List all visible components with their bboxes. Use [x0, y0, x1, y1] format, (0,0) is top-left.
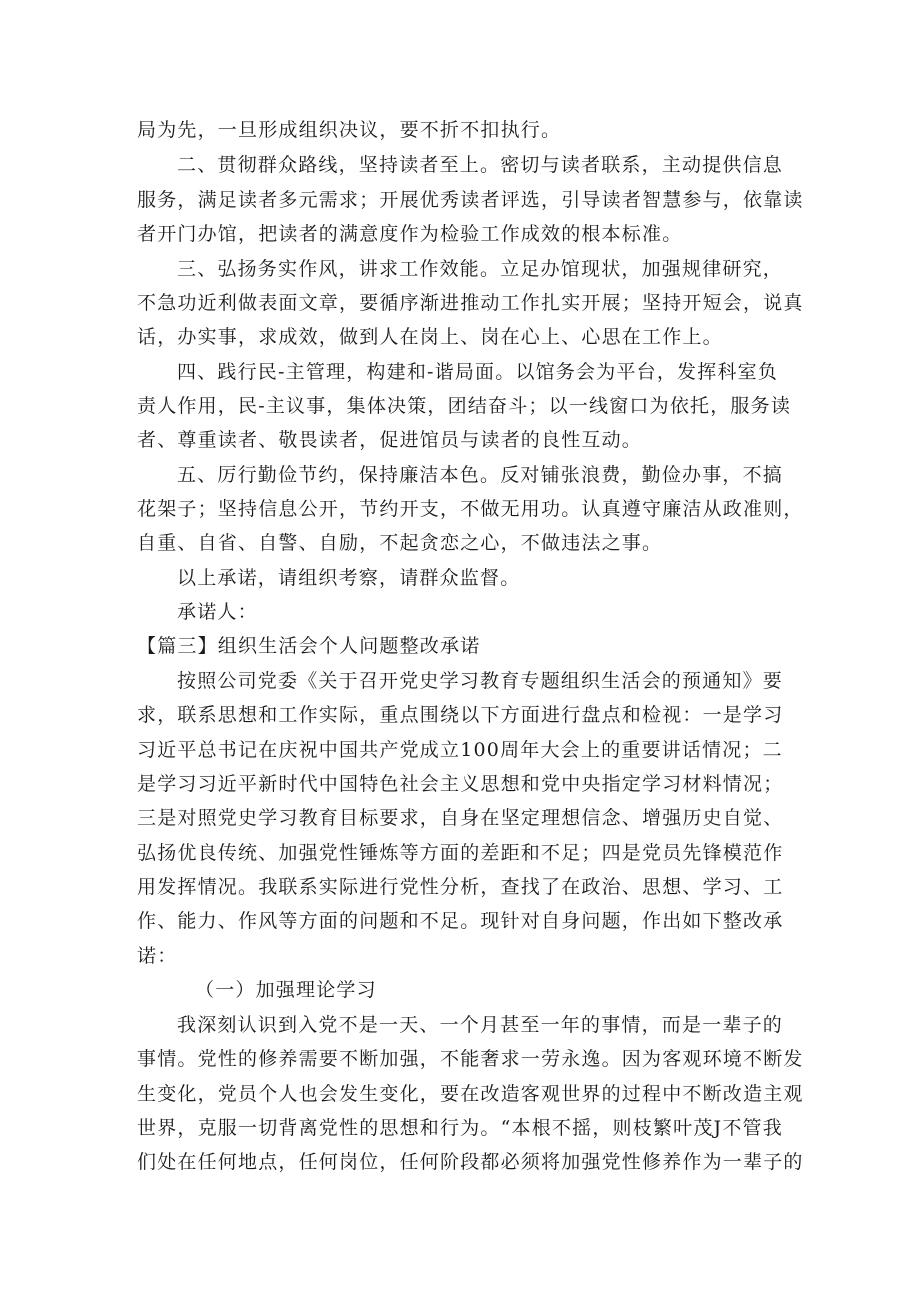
paragraph-line: 四、践行民-主管理，构建和-谐局面。以馆务会为平台，发挥科室负	[177, 361, 779, 383]
paragraph-line: 诺：	[137, 945, 178, 967]
paragraph-line: 二、贯彻群众路线，坚持读者至上。密切与读者联系，主动提供信息	[177, 154, 784, 176]
paragraph-line: 世界，克服一切背离党性的思想和行为。“本根不摇，则枝繁叶茂J不管我	[137, 1117, 783, 1139]
closing-line: 以上承诺，请组织考察，请群众监督。	[177, 567, 521, 589]
paragraph-line: 三、弘扬务实作风，讲求工作效能。立足办馆现状，加强规律研究，	[177, 258, 784, 280]
paragraph-line: 五、厉行勤俭节约，保持廉洁本色。反对铺张浪费，勤俭办事，不搞	[177, 464, 784, 486]
paragraph-line: 自重、自省、自警、自励，不起贪恋之心，不做违法之事。	[137, 532, 663, 554]
paragraph-line: 三是对照党史学习教育目标要求，自身在坚定理想信念、增强历史自觉、	[137, 807, 784, 829]
paragraph-line: 生变化，党员个人也会发生变化，要在改造客观世界的过程中不断改造主观	[137, 1083, 804, 1105]
paragraph-line: 用发挥情况。我联系实际进行党性分析，查找了在政治、思想、学习、工	[137, 876, 784, 898]
paragraph-line: 不急功近利做表面文章，要循序渐进推动工作扎实开展；坚持开短会，说真	[137, 292, 804, 314]
paragraph-line: 是学习习近平新时代中国特色社会主义思想和党中央指定学习材料情况；	[137, 773, 784, 795]
paragraph-line: 话，办实事，求成效，做到人在岗上、岗在心上、心思在工作上。	[137, 326, 723, 348]
paragraph-line: 按照公司党委《关于召开党史学习教育专题组织生活会的预通知》要	[177, 670, 784, 692]
paragraph-line: 习近平总书记在庆祝中国共产党成立100周年大会上的重要讲话情况；二	[137, 739, 783, 761]
subsection-heading: （一）加强理论学习	[195, 979, 377, 1001]
paragraph-line: 求，联系思想和工作实际，重点围绕以下方面进行盘点和检视：一是学习	[137, 704, 784, 726]
paragraph-line: 我深刻认识到入党不是一天、一个月甚至一年的事情，而是一辈子的	[177, 1014, 784, 1036]
paragraph-line: 弘扬优良传统、加强党性锤炼等方面的差距和不足；四是党员先锋模范作	[137, 842, 784, 864]
paragraph-line: 局为先，一旦形成组织决议，要不折不扣执行。	[137, 119, 562, 141]
paragraph-line: 花架子；坚持信息公开，节约开支，不做无用功。认真遵守廉洁从政准则，	[137, 498, 804, 520]
paragraph-line: 者开门办馆，把读者的满意度作为检验工作成效的根本标准。	[137, 223, 683, 245]
paragraph-line: 们处在任何地点，任何岗位，任何阶段都必须将加强党性修养作为一辈子的	[137, 1151, 804, 1173]
paragraph-line: 责人作用，民-主议事，集体决策，团结奋斗；以一线窗口为依托，服务读	[137, 395, 792, 417]
section-heading: 【篇三】组织生活会个人问题整改承诺	[137, 635, 481, 657]
signatory-line: 承诺人：	[177, 601, 258, 623]
paragraph-line: 者、尊重读者、敬畏读者，促进馆员与读者的良性互动。	[137, 429, 643, 451]
paragraph-line: 服务，满足读者多元需求；开展优秀读者评选，引导读者智慧参与，依靠读	[137, 189, 804, 211]
paragraph-line: 事情。党性的修养需要不断加强，不能奢求一劳永逸。因为客观环境不断发	[137, 1048, 804, 1070]
paragraph-line: 作、能力、作风等方面的问题和不足。现针对自身问题，作出如下整改承	[137, 910, 784, 932]
